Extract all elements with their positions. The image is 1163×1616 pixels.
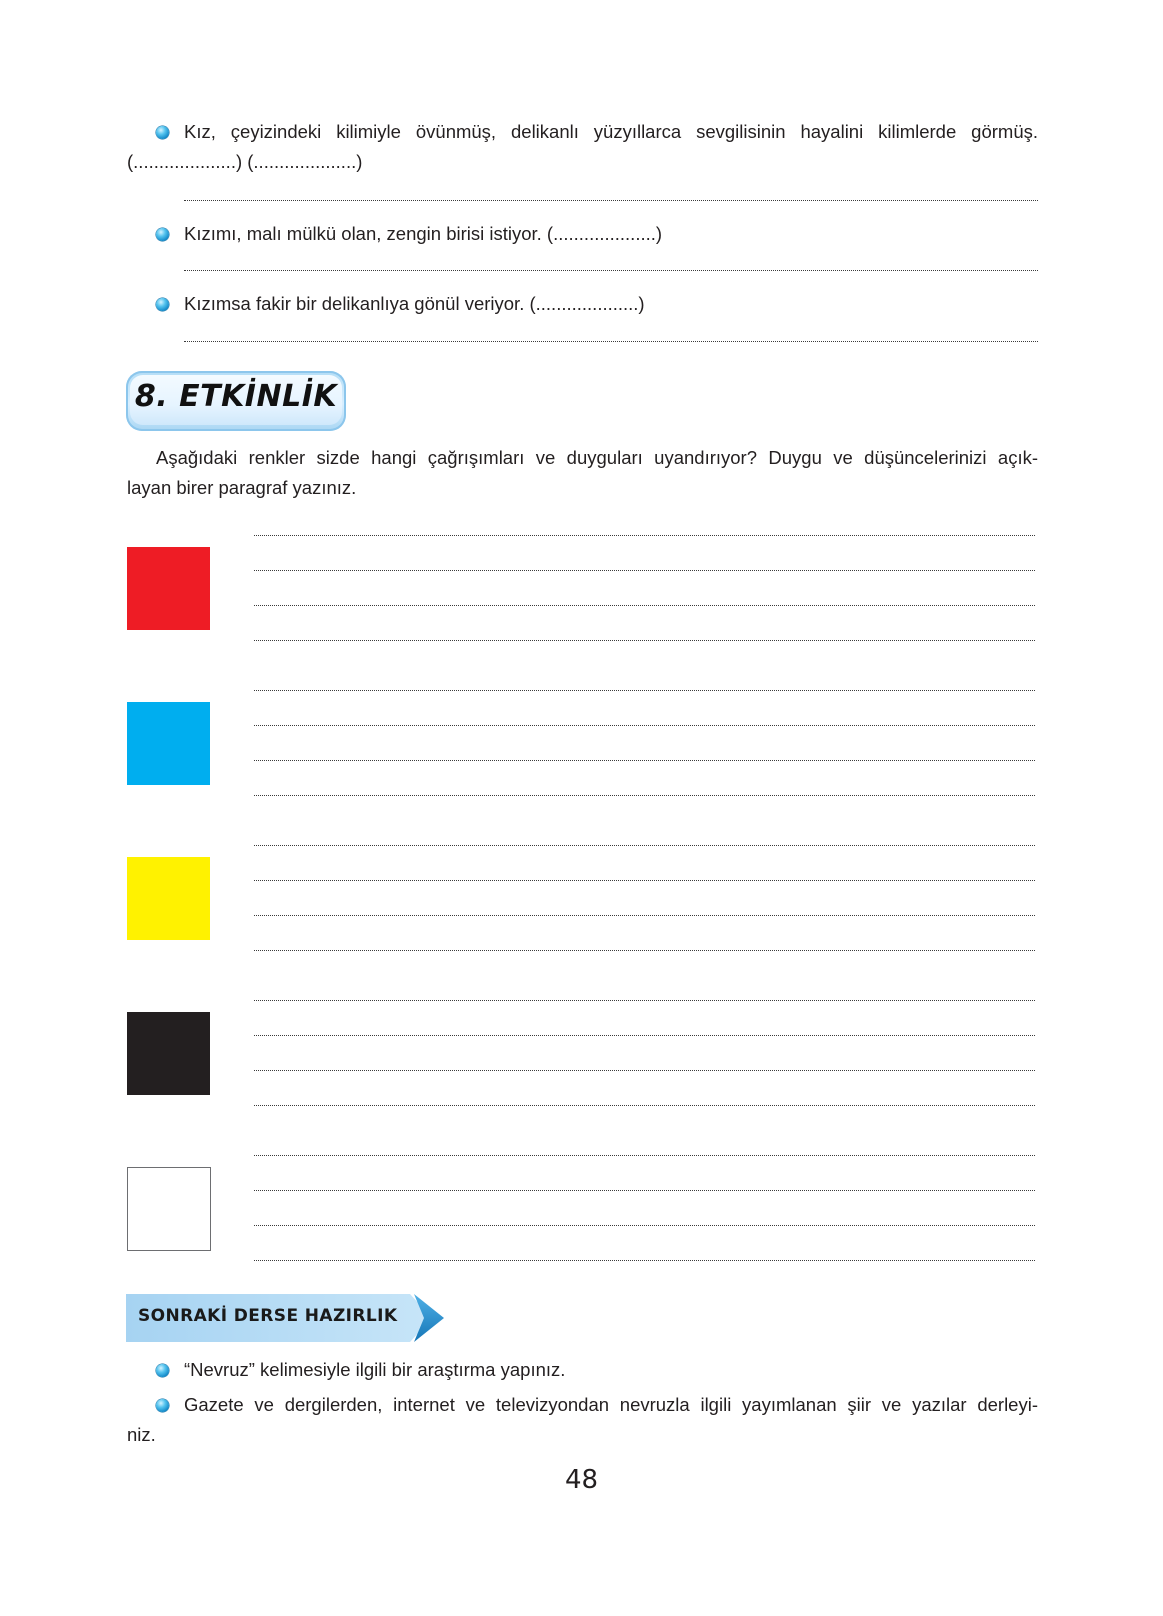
white-swatch [127,1167,211,1251]
next-lesson-label: SONRAKİ DERSE HAZIRLIK [138,1306,398,1326]
bullet-icon [156,298,169,311]
yellow-swatch [127,857,210,940]
writing-line [254,1105,1035,1106]
bullet-icon [156,1364,169,1377]
instruction-line-2: layan birer paragraf yazınız. [127,477,357,498]
next-item-2-line-2: niz. [127,1424,156,1445]
item-2-text: Kızımı, malı mülkü olan, zengin birisi istiyor. (....................) [184,223,663,244]
writing-line [254,1000,1035,1001]
item-1-line-1: Kız, çeyizindeki kilimiyle övünmüş, delikanlı yüzyıllarca sevgilisinin hayalini kilimlerde görmüş. [184,121,1038,142]
answer-line [184,270,1038,271]
answer-line [184,200,1038,201]
item-3-text: Kızımsa fakir bir delikanlıya gönül veriyor. (....................) [184,293,645,314]
activity-badge [126,371,346,431]
writing-line [254,880,1035,881]
writing-line [254,535,1035,536]
writing-line [254,1225,1035,1226]
writing-line [254,950,1035,951]
black-swatch [127,1012,210,1095]
blue-swatch [127,702,210,785]
page-number: 48 [564,1465,599,1495]
writing-line [254,690,1035,691]
next-lesson-banner [126,1294,446,1342]
bullet-icon [156,228,169,241]
writing-line [254,1260,1035,1261]
writing-line [254,760,1035,761]
writing-line [254,795,1035,796]
next-item-2-line-1: Gazete ve dergilerden, internet ve televizyondan nevruzla ilgili yayımlanan şiir ve yazılar derleyi- [184,1394,1038,1415]
instruction-line-1: Aşağıdaki renkler sizde hangi çağrışımları ve duyguları uyandırıyor? Duygu ve düşüncelerinizi açık- [156,447,1038,468]
writing-line [254,1035,1035,1036]
writing-line [254,915,1035,916]
bullet-icon [156,126,169,139]
writing-line [254,1190,1035,1191]
writing-line [254,640,1035,641]
writing-line [254,1155,1035,1156]
writing-line [254,605,1035,606]
activity-badge-label: 8. ETKİNLİK [134,379,338,414]
writing-line [254,725,1035,726]
red-swatch [127,547,210,630]
item-1-line-2: (....................) (....................) [127,151,363,172]
next-item-1: “Nevruz” kelimesiyle ilgili bir araştırma yapınız. [184,1359,566,1380]
writing-line [254,845,1035,846]
writing-line [254,570,1035,571]
bullet-icon [156,1399,169,1412]
writing-line [254,1070,1035,1071]
answer-line [184,341,1038,342]
